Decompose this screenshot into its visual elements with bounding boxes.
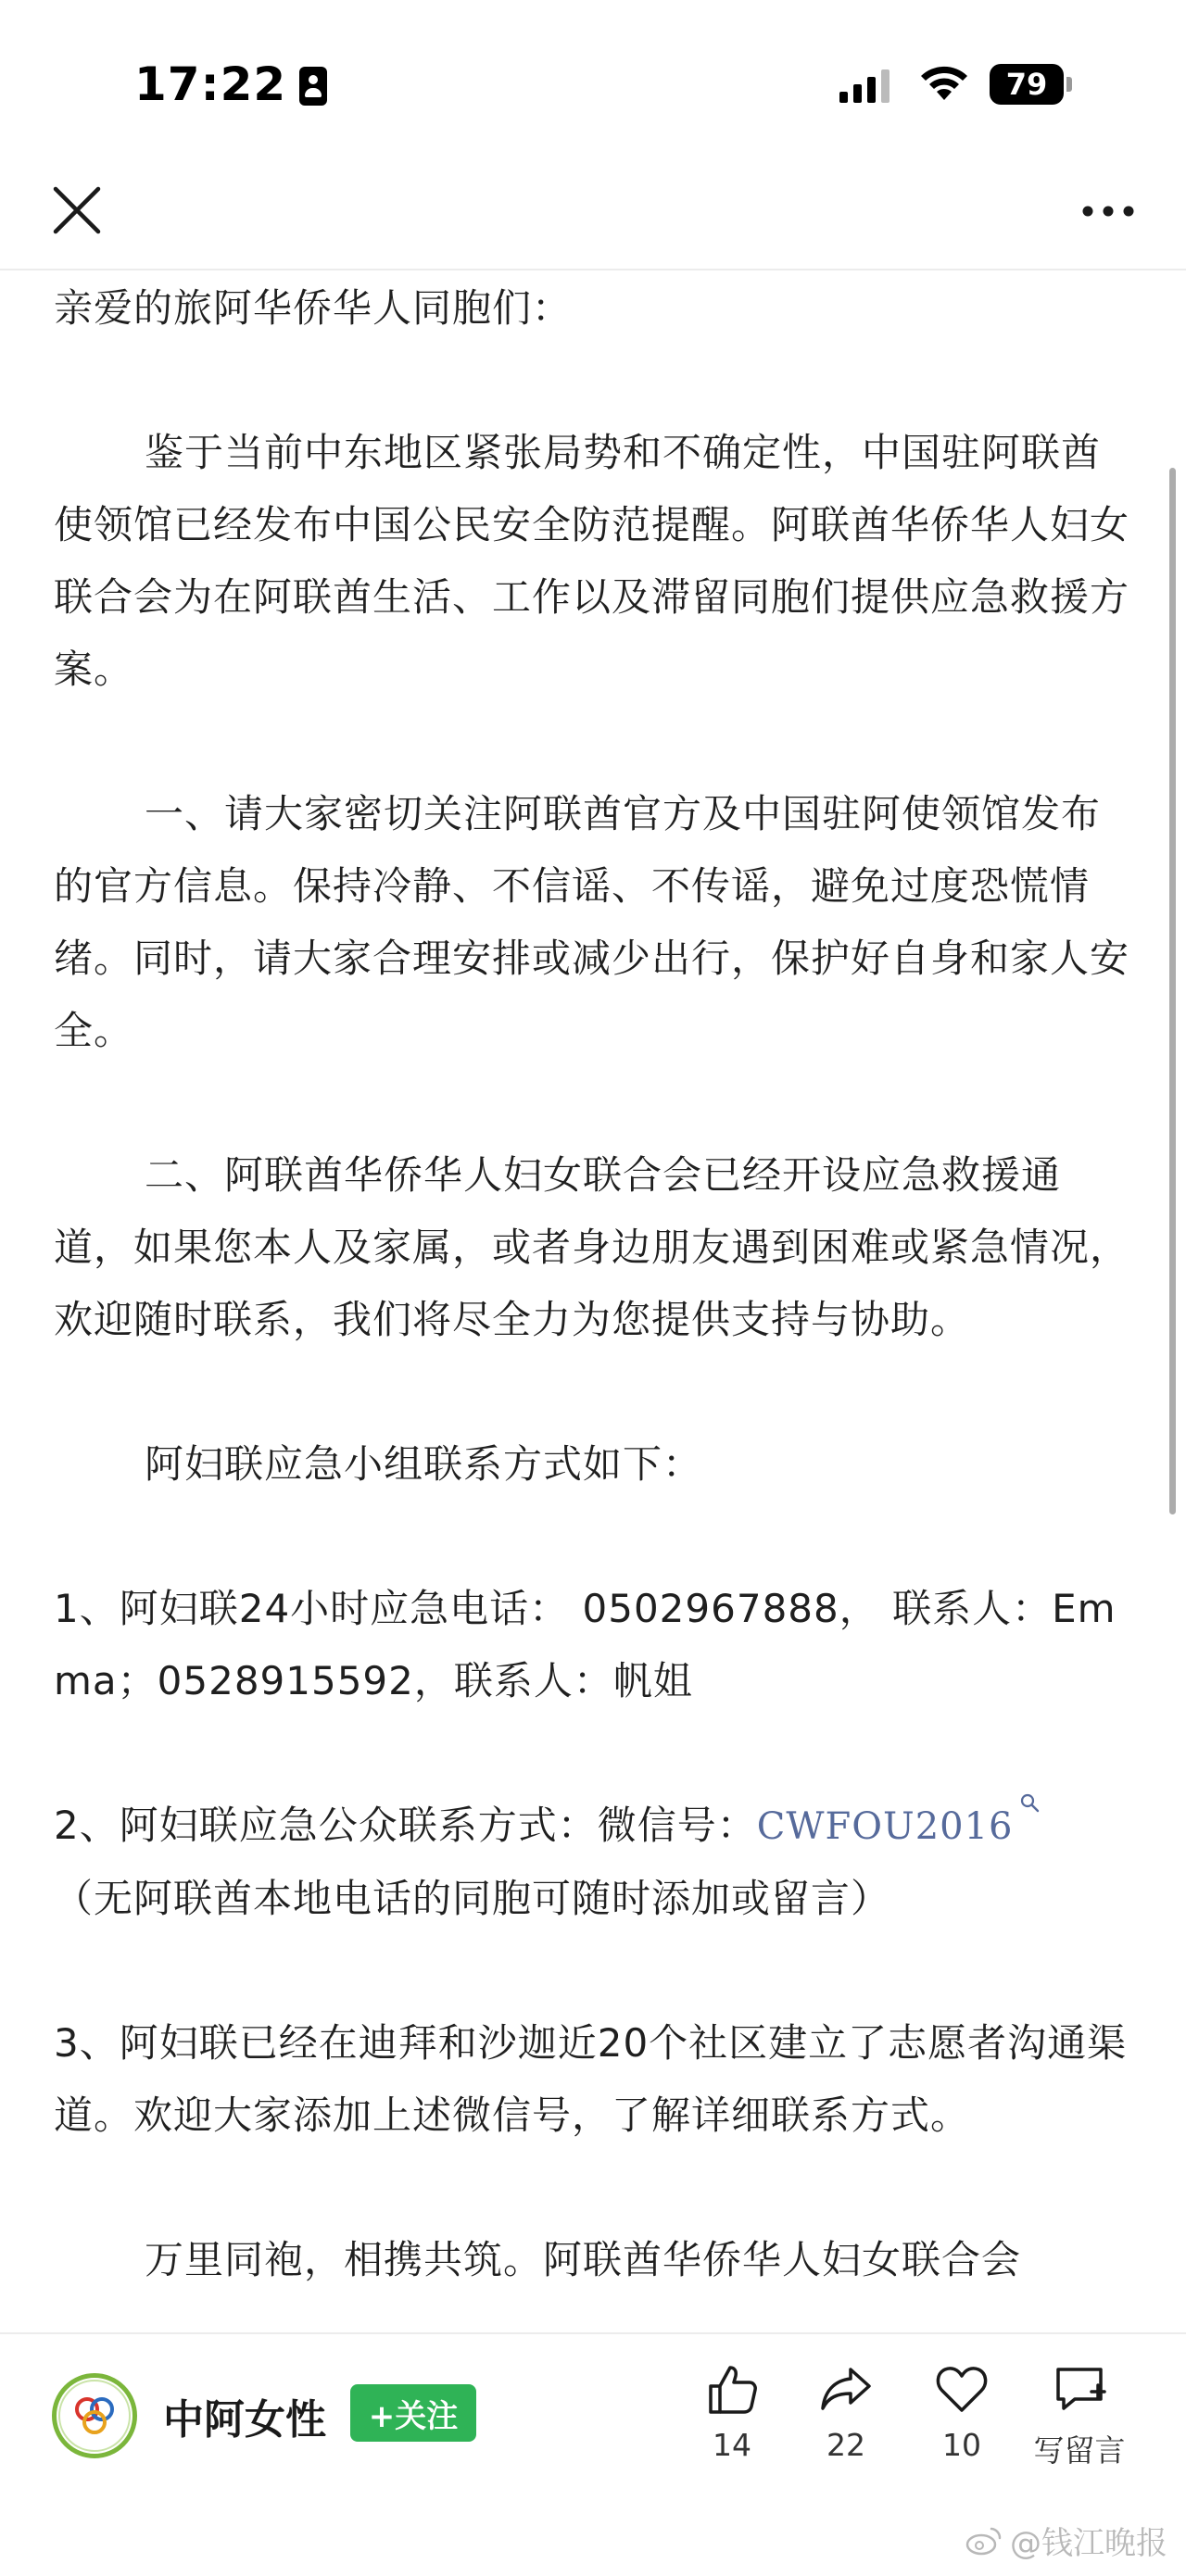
scrollbar[interactable] <box>1169 468 1176 1514</box>
share-count: 22 <box>826 2427 865 2463</box>
spacer <box>54 345 1138 417</box>
account-name[interactable]: 中阿女性 <box>163 2396 326 2444</box>
footer-strip <box>0 2492 1186 2576</box>
account-avatar[interactable] <box>52 2373 137 2458</box>
bottom-action-bar <box>0 2332 1186 2492</box>
contact-item-2-note: （无阿联酋本地电话的同胞可随时添加或留言） <box>54 1876 891 1921</box>
ribbon-logo-icon <box>57 2378 132 2454</box>
like-count: 14 <box>713 2427 751 2463</box>
close-icon[interactable] <box>50 183 104 237</box>
wow-button[interactable] <box>906 2360 1017 2481</box>
watermark <box>965 2518 1167 2563</box>
wow-count: 10 <box>942 2427 981 2463</box>
contact-item-2 <box>54 1790 1138 1863</box>
search-icon[interactable] <box>1019 1792 1040 1813</box>
battery-tip <box>1066 77 1072 92</box>
wechat-id-link[interactable] <box>757 1805 1014 1848</box>
spacer <box>54 1935 1138 2007</box>
follow-button[interactable]: +关注 <box>350 2384 476 2442</box>
closing-line: 万里同袍，相携共筑。阿联酋华侨华人妇女联合会 <box>145 2237 1022 2282</box>
spacer <box>54 1356 1138 1428</box>
spacer <box>54 1501 1138 1573</box>
paragraph-2: 一、请大家密切关注阿联酋官方及中国驻阿使领馆发布的官方信息。保持冷静、不信谣、不传谣，避免过度恐慌情绪。同时，请大家合理安排或减少出行，保护好自身和家人安全。 <box>54 791 1130 1053</box>
status-bar <box>0 0 1186 157</box>
wechat-id-text[interactable]: CWFOU2016 <box>756 1805 1014 1848</box>
focus-person-icon <box>299 67 327 106</box>
greeting: 亲爱的旅阿华侨华人同胞们： <box>54 285 573 331</box>
contact-item-1: 1、阿妇联24小时应急电话： 0502967888， 联系人：Emma；0528915592，联系人：帆姐 <box>54 1586 1117 1703</box>
wifi-icon <box>917 63 971 104</box>
nav-bar <box>0 157 1186 270</box>
article-content <box>54 270 1138 2296</box>
article-body <box>0 270 1186 2332</box>
thumbs-up-icon <box>703 2360 761 2418</box>
cellular-signal-icon <box>838 68 897 105</box>
spacer <box>54 2152 1138 2224</box>
spacer <box>54 706 1138 778</box>
paragraph-4: 阿妇联应急小组联系方式如下： <box>145 1441 703 1487</box>
contact-item-2-prefix: 2、阿妇联应急公众联系方式：微信号： <box>54 1803 757 1848</box>
share-button[interactable] <box>790 2360 902 2481</box>
heart-icon <box>933 2360 990 2418</box>
spacer <box>54 1717 1138 1790</box>
share-arrow-icon <box>817 2360 875 2418</box>
contact-item-3: 3、阿妇联已经在迪拜和沙迦近20个社区建立了志愿者沟通渠道。欢迎大家添加上述微信号，了解详细联系方式。 <box>54 2020 1128 2138</box>
weibo-icon <box>965 2525 1003 2557</box>
comment-add-icon <box>1051 2360 1108 2418</box>
battery-level: 79 <box>990 64 1064 105</box>
write-comment-label: 写留言 <box>1033 2432 1126 2469</box>
status-time-text: 17:22 <box>134 57 287 111</box>
more-options-icon[interactable] <box>1079 202 1138 220</box>
like-button[interactable] <box>676 2360 788 2481</box>
watermark-text: @钱江晚报 <box>1010 2525 1167 2562</box>
battery-indicator <box>990 63 1075 106</box>
spacer <box>54 1067 1138 1139</box>
paragraph-1: 鉴于当前中东地区紧张局势和不确定性，中国驻阿联酋使领馆已经发布中国公民安全防范提醒。阿联酋华侨华人妇女联合会为在阿联酋生活、工作以及滞留同胞们提供应急救援方案。 <box>54 430 1130 692</box>
status-time <box>134 57 327 111</box>
write-comment-button[interactable] <box>1024 2360 1135 2481</box>
paragraph-3: 二、阿联酋华侨华人妇女联合会已经开设应急救援通道，如果您本人及家属，或者身边朋友遇到困难或紧急情况，欢迎随时联系，我们将尽全力为您提供支持与协助。 <box>54 1152 1130 1342</box>
